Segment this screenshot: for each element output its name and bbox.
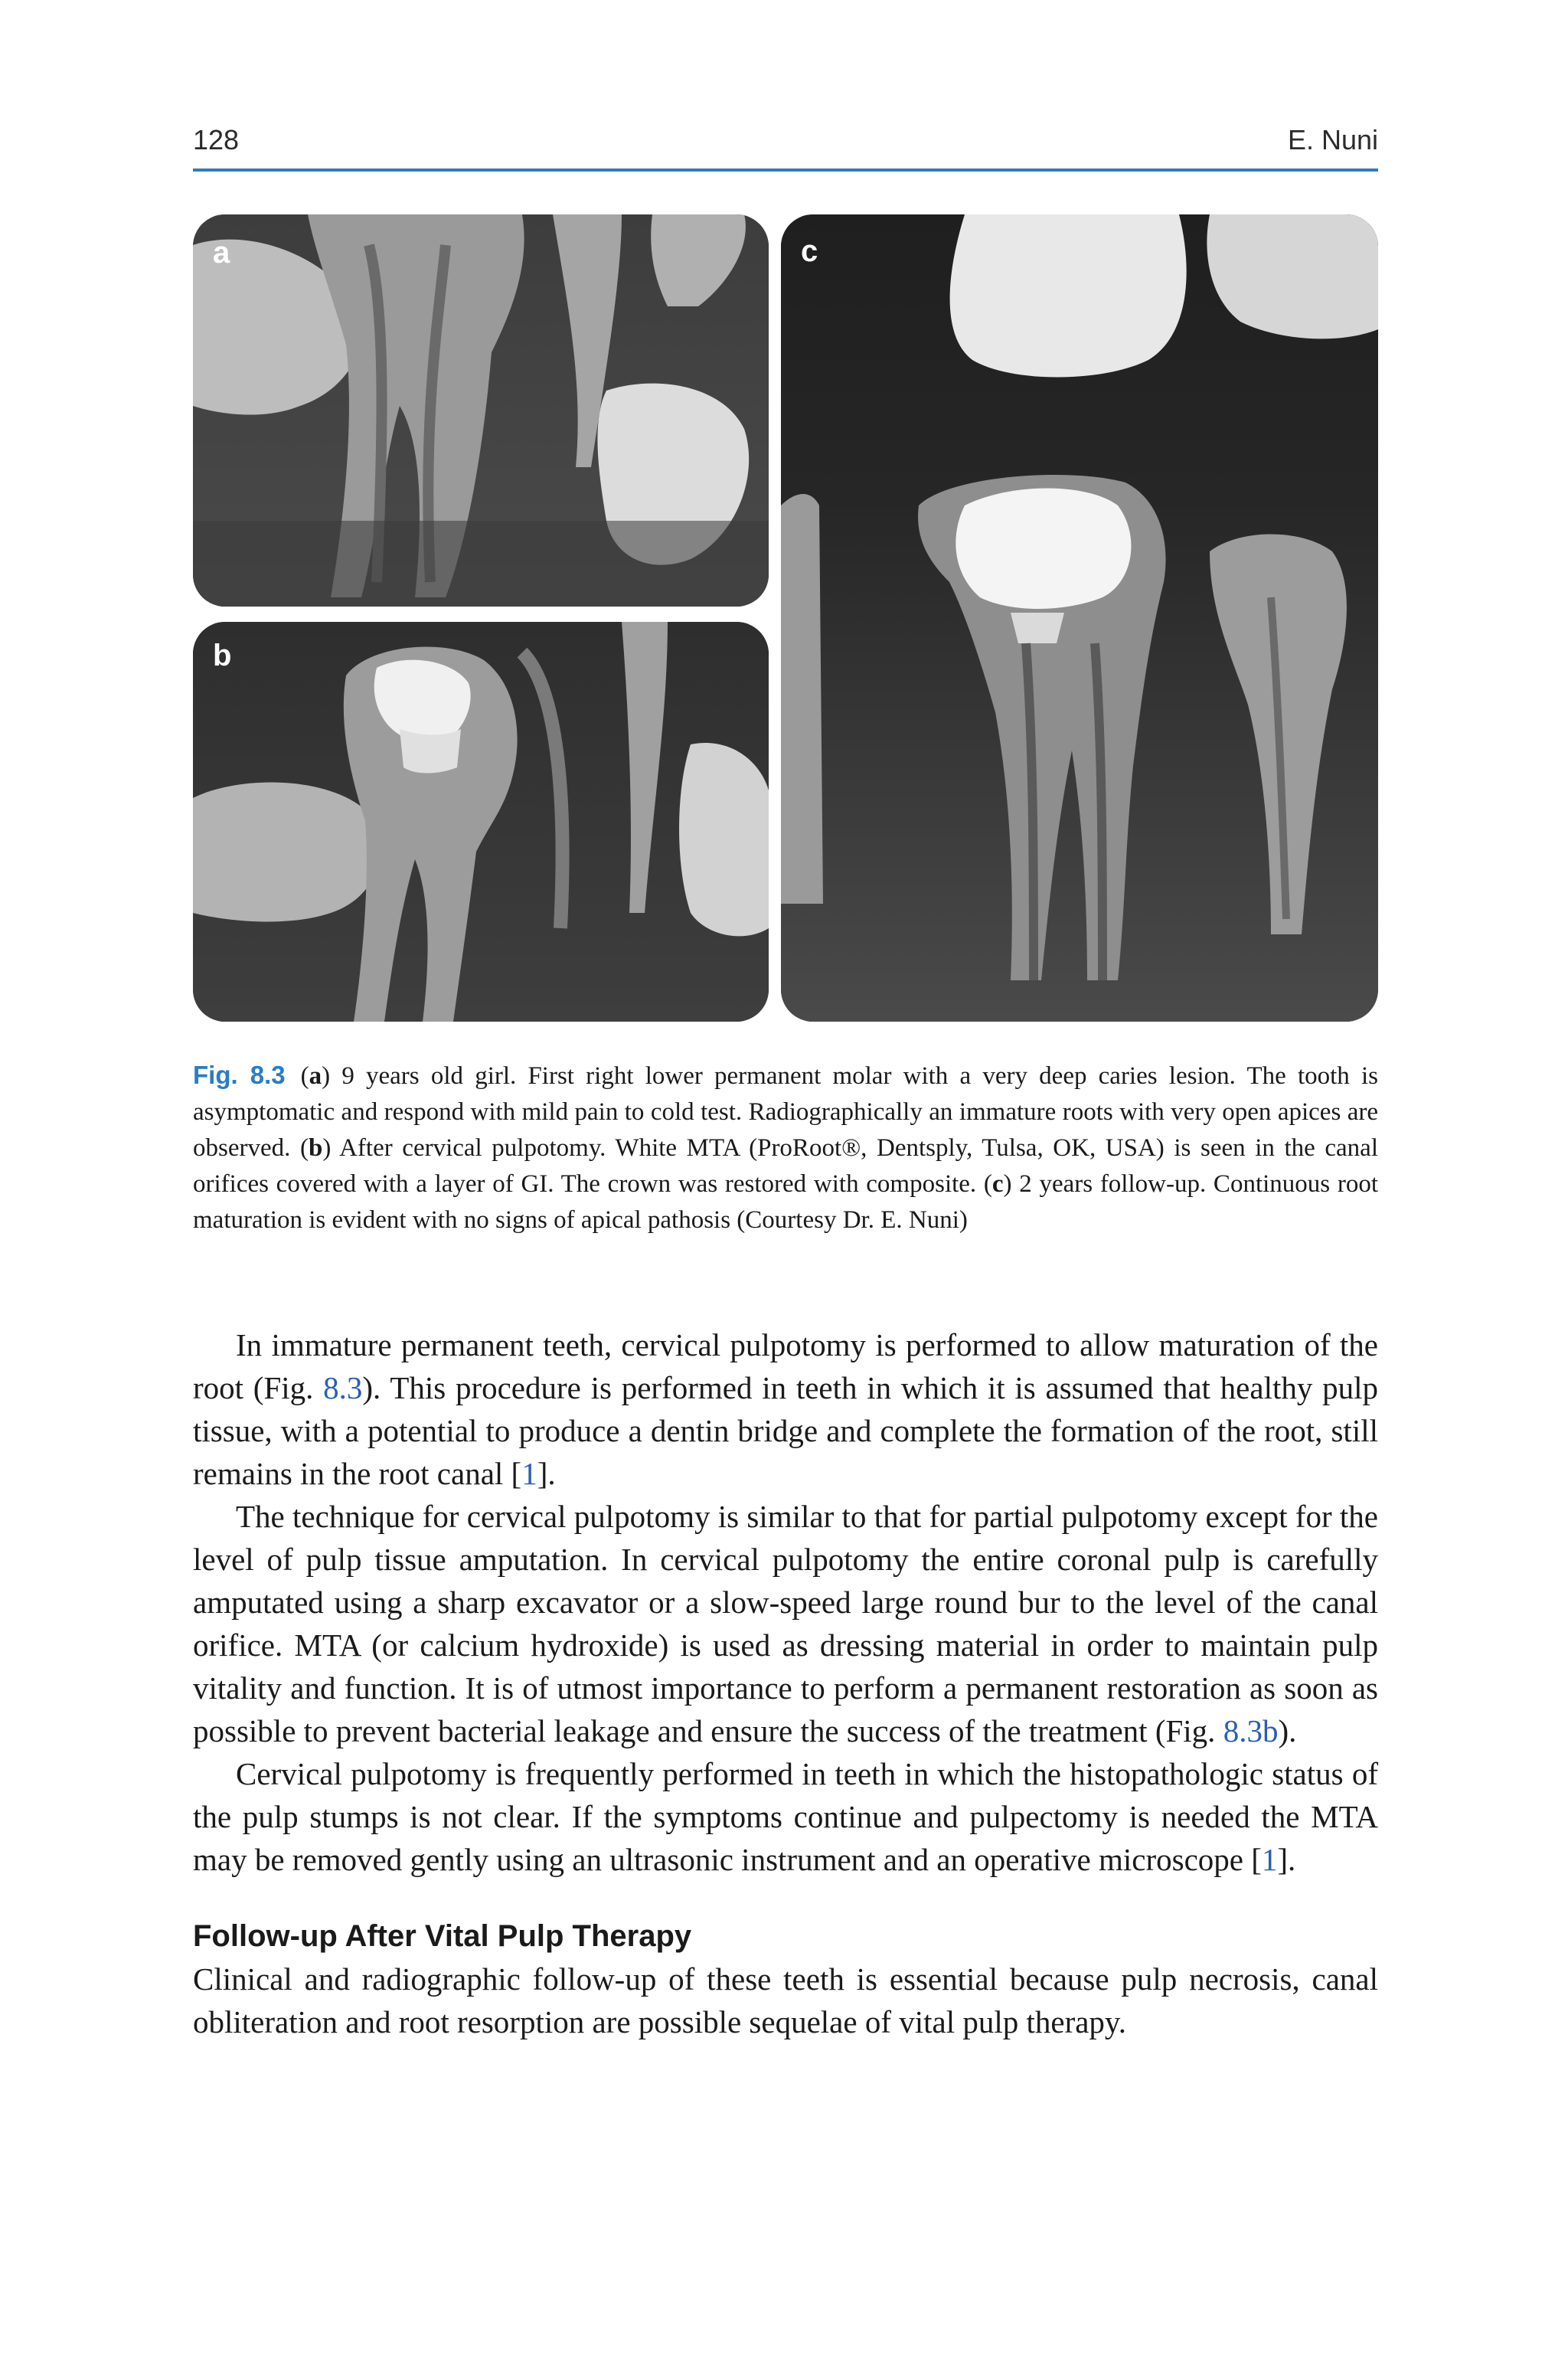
section-heading: Follow-up After Vital Pulp Therapy bbox=[193, 1919, 692, 1953]
paragraph-4: Clinical and radiographic follow-up of these teeth is essential because pulp necrosis, canal obliteration and root resorption are possible sequelae of vital pulp therapy. bbox=[193, 1961, 1378, 2039]
caption-text-c: ) 2 years follow-up. Continuous root maturation is evident with no signs of apical pathosis (Courtesy Dr. E. Nuni) bbox=[193, 1170, 1378, 1234]
running-header bbox=[193, 123, 1378, 172]
caption-text: ( bbox=[300, 1062, 309, 1090]
paragraph-3 bbox=[193, 1752, 1378, 1881]
paragraph-text: ). bbox=[1278, 1713, 1297, 1748]
paragraph-2 bbox=[193, 1495, 1378, 1752]
paragraph-text: ]. bbox=[1277, 1842, 1296, 1877]
radiograph-b-image bbox=[193, 622, 769, 1022]
caption-panel-ref-c: c bbox=[991, 1170, 1004, 1198]
paragraph-text: In immature permanent teeth, cervical pulpotomy is performed to allow maturation of the root (Fig. bbox=[193, 1327, 1378, 1405]
panel-label-a: a bbox=[213, 236, 230, 270]
figure-label: Fig. 8.3 bbox=[193, 1061, 286, 1089]
citation-link[interactable]: 1 bbox=[521, 1456, 537, 1491]
paragraph-text: Cervical pulpotomy is frequently performed in teeth in which the histopathologic status of the pulp stumps is not clear. If the symptoms continue and pulpectomy is needed the MTA may be removed gently using an ultrasonic instrument and an operative microscope [ bbox=[193, 1756, 1378, 1877]
citation-link[interactable]: 1 bbox=[1261, 1842, 1278, 1877]
radiograph-panel-a bbox=[193, 214, 769, 607]
page-number: 128 bbox=[193, 124, 240, 155]
figure-reference-link[interactable]: 8.3 bbox=[323, 1370, 363, 1405]
caption-panel-ref-a: a bbox=[309, 1062, 322, 1090]
caption-text-b: ) After cervical pulpotomy. White MTA (ProRoot®, Dentsply, Tulsa, OK, USA) is seen in the canal orifices covered with a layer of GI. The crown was restored with composite. ( bbox=[193, 1134, 1378, 1198]
panel-label-b: b bbox=[213, 639, 232, 672]
paragraph-text: ]. bbox=[537, 1456, 556, 1491]
running-author: E. Nuni bbox=[1287, 124, 1378, 155]
radiograph-panel-b bbox=[193, 622, 769, 1022]
figure-caption bbox=[193, 1057, 1378, 1238]
paragraph-text: The technique for cervical pulpotomy is similar to that for partial pulpotomy except for the level of pulp tissue amputation. In cervical pulpotomy the entire coronal pulp is carefully amputated using a sharp excavator or a slow-speed large round bur to the level of the canal orifice. MTA (or calcium hydroxide) is used as dressing material in order to maintain pulp vitality and function. It is of utmost importance to perform a permanent restoration as soon as possible to prevent bacterial leakage and ensure the success of the treatment (Fig. bbox=[193, 1499, 1378, 1748]
caption-panel-ref-b: b bbox=[308, 1134, 323, 1162]
caption-text-a: ) 9 years old girl. First right lower permanent molar with a very deep caries lesion. The tooth is asymptomatic and respond with mild pain to cold test. Radiographically an immature roots with very open apices are observed. ( bbox=[193, 1062, 1378, 1162]
body-text bbox=[193, 1323, 1378, 2043]
radiograph-a-image bbox=[193, 214, 769, 607]
panel-label-c: c bbox=[801, 234, 818, 268]
radiograph-c-image bbox=[781, 214, 1378, 1022]
radiograph-panel-c bbox=[781, 214, 1378, 1022]
figure-8-3 bbox=[193, 214, 1378, 1026]
figure-reference-link[interactable]: 8.3b bbox=[1223, 1713, 1279, 1748]
paragraph-1 bbox=[193, 1323, 1378, 1495]
paragraph-text: ). This procedure is performed in teeth in which it is assumed that healthy pulp tissue, with a potential to produce a dentin bridge and complete the formation of the root, still remains in the root canal [ bbox=[193, 1370, 1378, 1491]
